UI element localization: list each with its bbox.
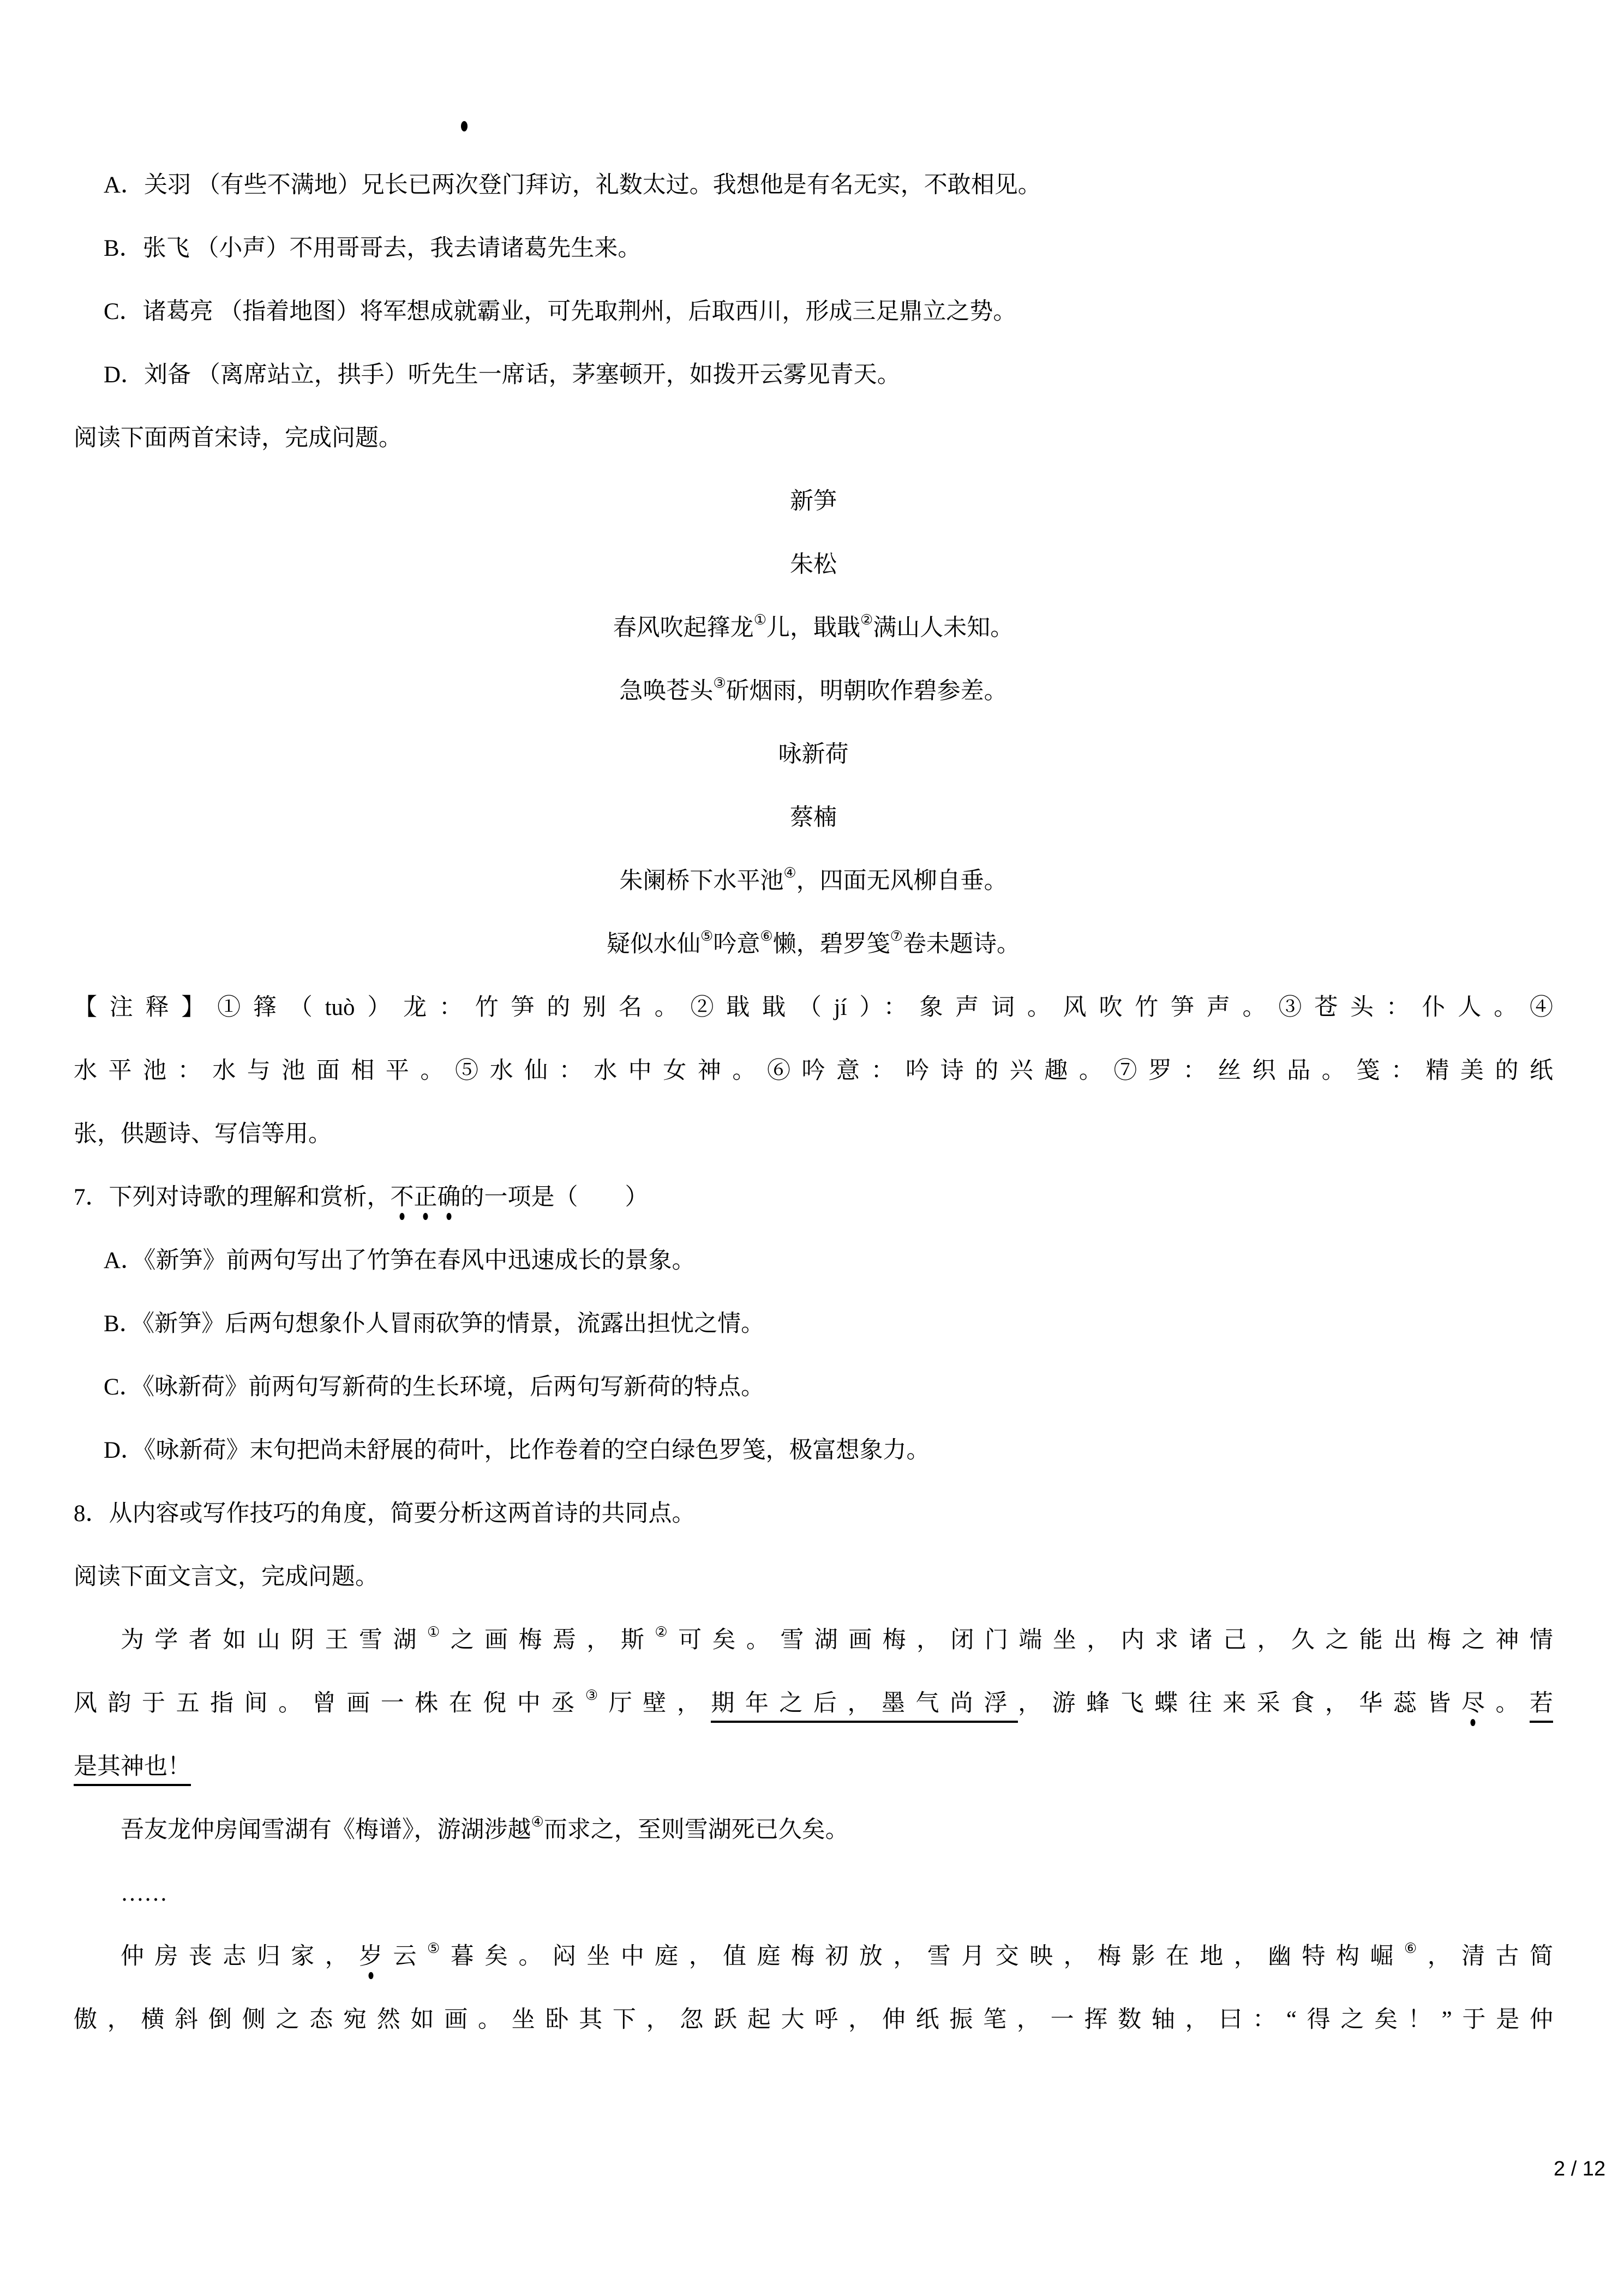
underlined-text: 期年之后，墨气尚浮: [711, 1691, 1018, 1723]
notes-line3: 张，供题诗、写信等用。: [74, 1121, 332, 1147]
q7-option-b: B．《新笋》后两句想象仆人冒雨砍笋的情景，流露出担忧之情。: [104, 1311, 765, 1337]
option-b-drama: B．张飞 （小声）不用哥哥去，我去请诸葛先生来。: [104, 236, 642, 261]
wenyan-reading-intro: 阅读下面文言文，完成问题。: [74, 1564, 379, 1590]
poem1-line1: 春风吹起箨龙①儿，戢戢②满山人未知。: [613, 612, 1014, 641]
wenyan-p3-line2: 傲，横斜倒侧之态宛然如画。坐卧其下，忽跃起大呼，伸纸振笔，一挥数轴，曰：“得之矣！”于是仲: [74, 2007, 1553, 2033]
note-ref-superscript: ①: [427, 1624, 451, 1640]
note-ref-superscript: ⑤: [427, 1940, 451, 1956]
emphasized-text: 不正确: [390, 1185, 461, 1210]
wenyan-p1-line3: [74, 1735, 1553, 1799]
poem2-title: 咏新荷: [778, 742, 849, 767]
q7-option-d: D．《咏新荷》末句把尚未舒展的荷叶，比作卷着的空白绿色罗笺，极富想象力。: [104, 1438, 930, 1463]
emphasized-text: 岁: [359, 1944, 383, 1969]
poem1-author: 朱松: [790, 552, 837, 578]
wenyan-p1-line1: 为学者如山阴王雪湖①之画梅焉，斯②可矣。雪湖画梅，闭门端坐，内求诸己，久之能出梅之神情: [121, 1624, 1553, 1653]
stray-emphasis-dot: [461, 121, 468, 131]
note-ref-superscript: ③: [585, 1687, 609, 1703]
poem2-author: 蔡楠: [790, 805, 837, 831]
underlined-text: 若: [1530, 1691, 1553, 1723]
note-ref-superscript: ②: [860, 612, 873, 628]
document-body: [74, 154, 1553, 2052]
note-ref-superscript: ③: [713, 675, 726, 691]
wenyan-ellipsis: ……: [121, 1880, 167, 1906]
notes-line1: 【注释】①箨（tuò）龙：竹笋的别名。②戢戢（jí）：象声词。风吹竹笋声。③苍头：仆人。④: [74, 995, 1553, 1020]
poem1-line2: 急唤苍头③斫烟雨，明朝吹作碧参差。: [619, 675, 1008, 704]
poem1-title: 新笋: [790, 489, 837, 514]
note-ref-superscript: ⑥: [1404, 1940, 1428, 1956]
note-ref-superscript: ⑦: [890, 928, 903, 944]
q7-option-c: C．《咏新荷》前两句写新荷的生长环境，后两句写新荷的特点。: [104, 1374, 765, 1400]
poems-reading-intro: 阅读下面两首宋诗，完成问题。: [74, 425, 402, 451]
wenyan-p1-line2: 风韵于五指间。曾画一株在倪中丞③厅壁，期年之后，墨气尚浮，游蜂飞蝶往来采食，华蕊皆尽。若: [74, 1672, 1553, 1735]
page-number: 2 / 12: [1554, 2157, 1606, 2180]
option-d-drama: D．刘备 （离席站立，拱手）听先生一席话，茅塞顿开，如拨开云雾见青天。: [104, 362, 901, 388]
question-8: 8．从内容或写作技巧的角度，简要分析这两首诗的共同点。: [74, 1501, 696, 1526]
emphasized-text: 尽: [1461, 1691, 1485, 1716]
underlined-text: 是其神也！: [74, 1754, 191, 1786]
wenyan-p2: 吾友龙仲房闻雪湖有《梅谱》，游湖涉越④而求之，至则雪湖死已久矣。: [121, 1814, 849, 1843]
poem2-line1: 朱阑桥下水平池④，四面无风柳自垂。: [619, 865, 1008, 894]
q7-option-a: A．《新笋》前两句写出了竹笋在春风中迅速成长的景象。: [104, 1248, 696, 1273]
note-ref-superscript: ②: [655, 1624, 679, 1640]
option-c-drama: C．诸葛亮 （指着地图）将军想成就霸业，可先取荆州，后取西川，形成三足鼎立之势。: [104, 299, 1017, 324]
note-ref-superscript: ⑥: [760, 928, 773, 944]
note-ref-superscript: ①: [753, 612, 766, 628]
notes-line2: 水平池：水与池面相平。⑤水仙：水中女神。⑥吟意：吟诗的兴趣。⑦罗：丝织品。笺：精美的纸: [74, 1058, 1553, 1084]
note-ref-superscript: ④: [531, 1814, 544, 1830]
note-ref-superscript: ⑤: [700, 928, 714, 944]
note-ref-superscript: ④: [783, 865, 796, 881]
question-7: 7．下列对诗歌的理解和赏析，不正确的一项是（ ）: [74, 1185, 649, 1210]
wenyan-p3-line1: 仲房丧志归家，岁云⑤暮矣。闷坐中庭，值庭梅初放，雪月交映，梅影在地，幽特构崛⑥，清古简: [121, 1940, 1553, 1969]
option-a-drama: A．关羽 （有些不满地）兄长已两次登门拜访，礼数太过。我想他是有名无实，不敢相见。: [104, 172, 1041, 198]
poem2-line2: 疑似水仙⑤吟意⑥懒，碧罗笺⑦卷未题诗。: [607, 928, 1020, 957]
